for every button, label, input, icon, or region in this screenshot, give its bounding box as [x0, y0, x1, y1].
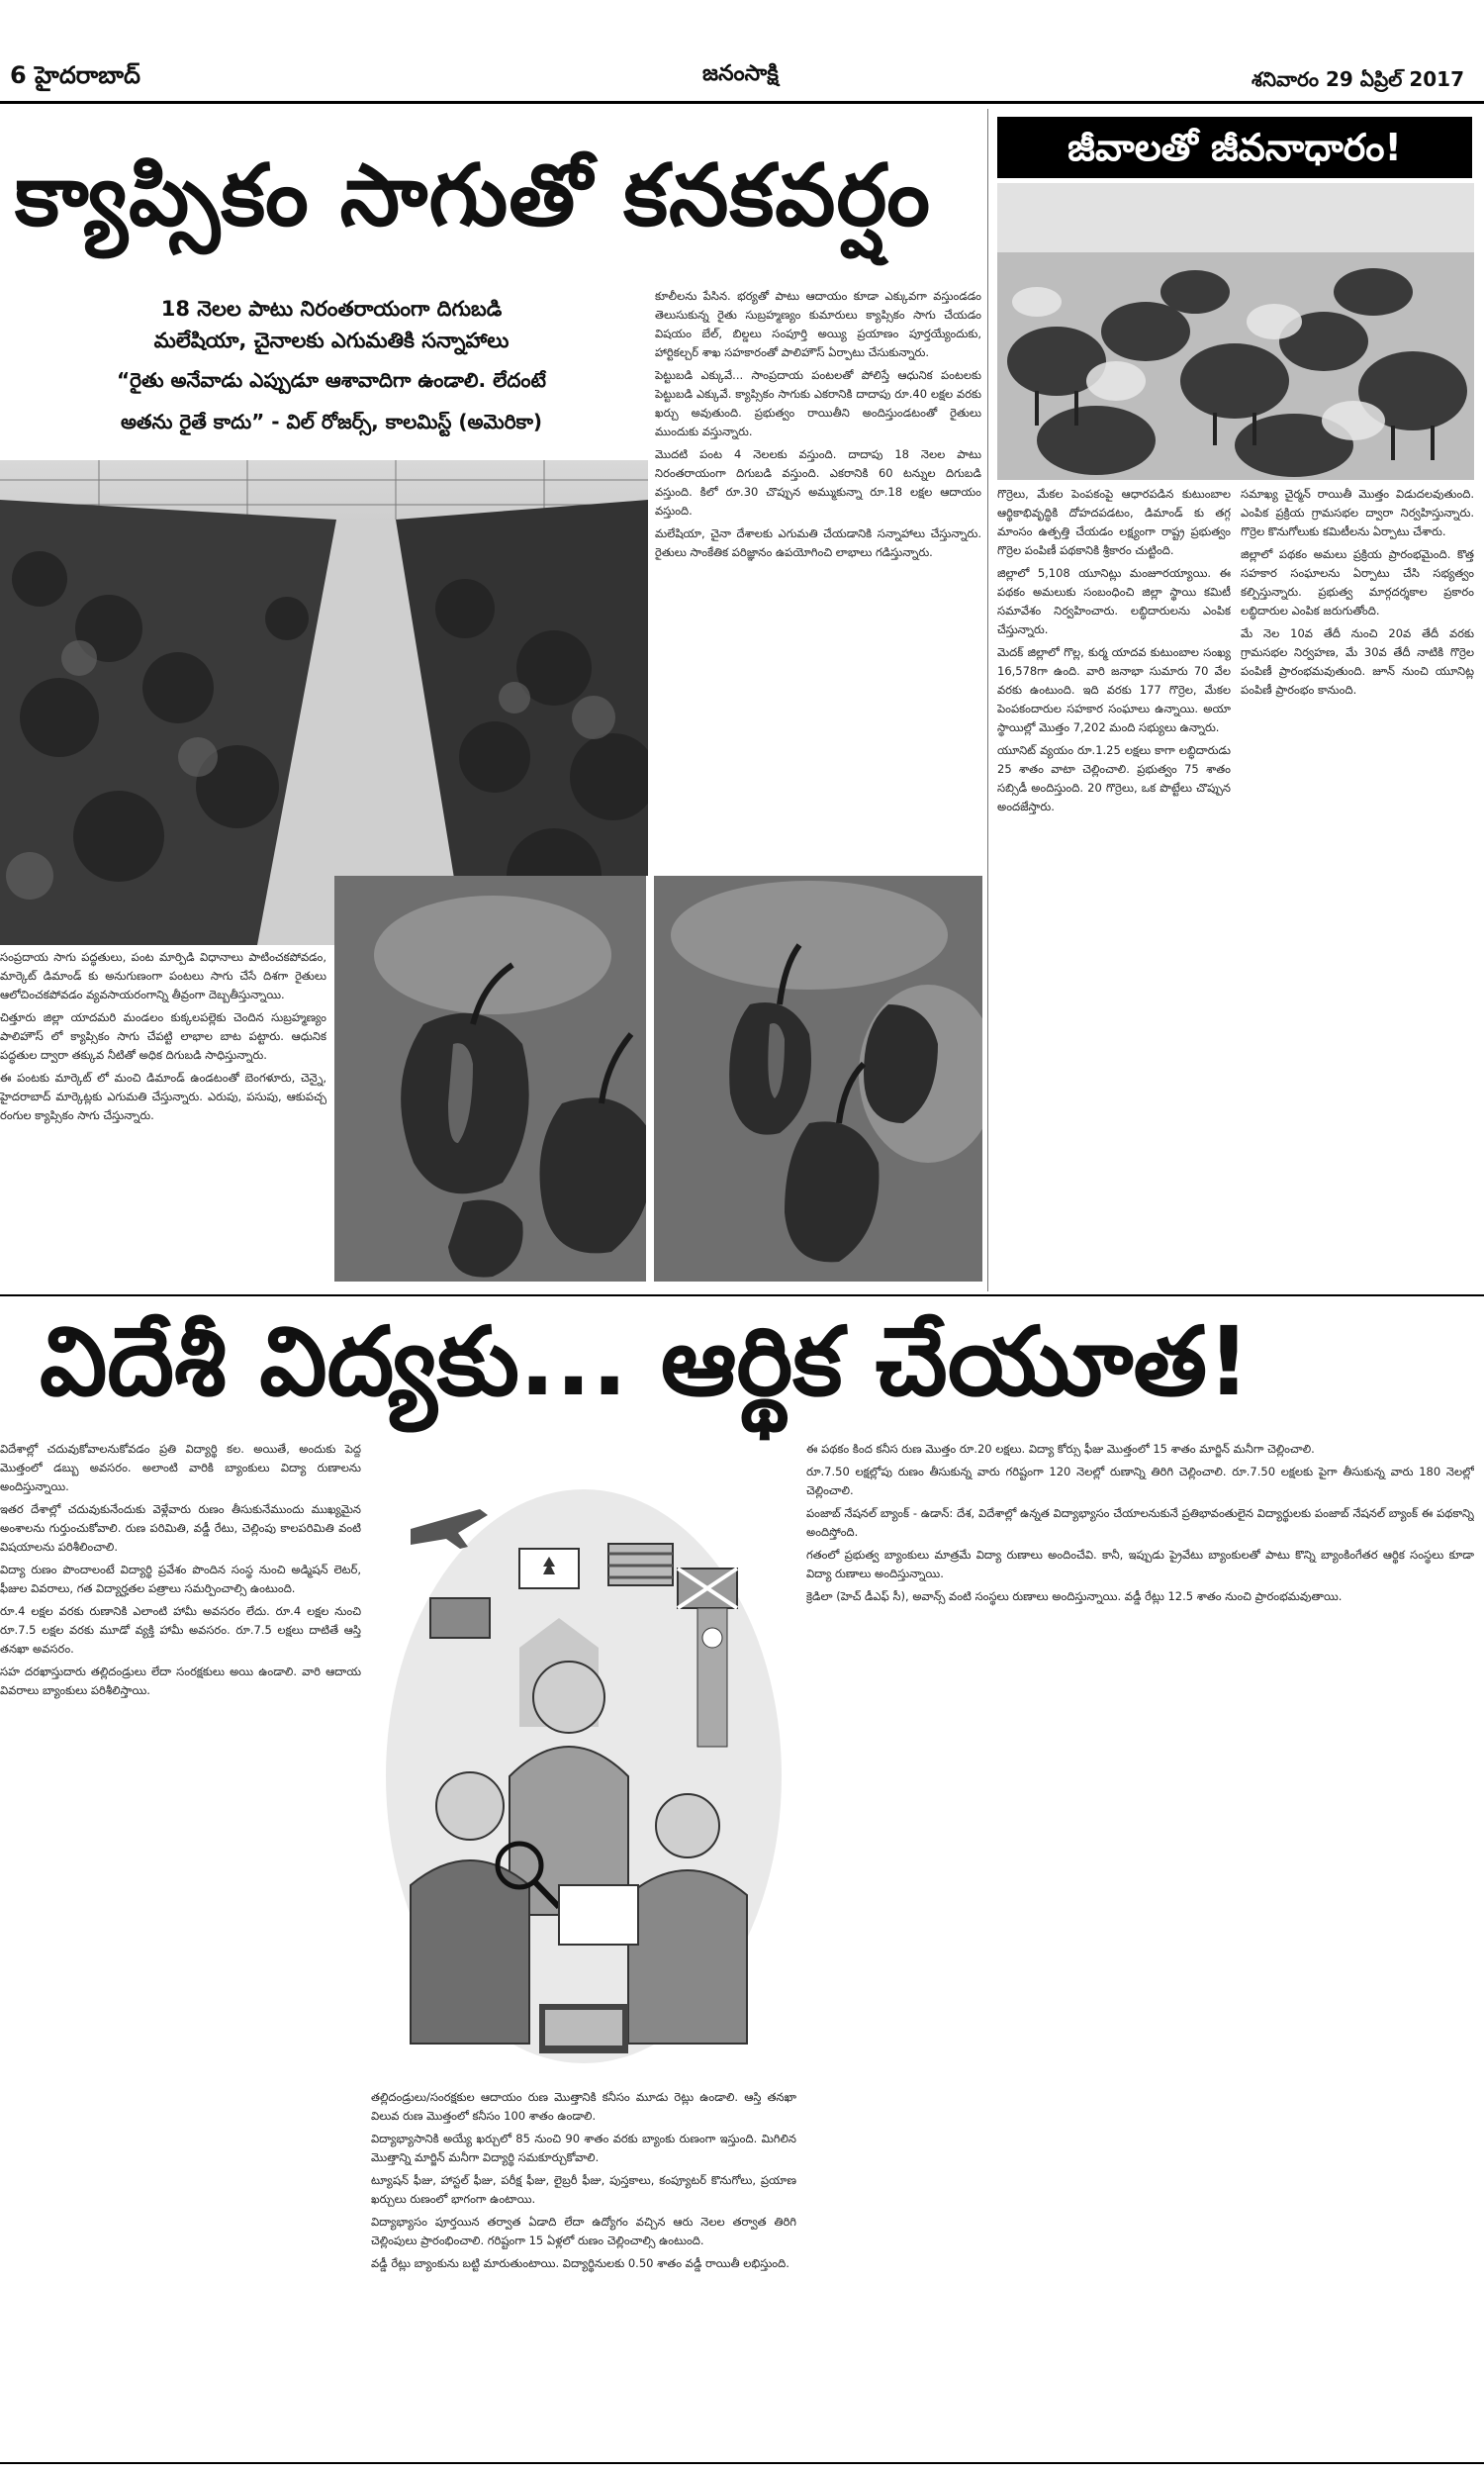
livestock-photo [997, 183, 1474, 480]
story1-headline: క్యాప్సికం సాగుతో కనకవర్షం [15, 146, 932, 245]
story1-column-right: కూలీలను పేసిన. భర్యతో పాటు ఆదాయం కూడా ఎక్కువగా వస్తుండడం తెలుసుకున్న రైతు సుబ్రహ్మణ్యం కుమారులు క్యాప్సికం సాగు చేయడం విషయం బేల్, బిల్డలు సంపూర్తి అయ్యి ప్రయాణం పూర్తయ్యేందుకు, హార్టికల్చర్ శాఖ సహకారంతో పాలిహౌస్ ఏర్పాటు చేసుకున్నారు. పెట్టుబడి ఎక్కువే... సాంప్రదాయ పంటలతో పోలిస్తే ఆధునిక పంటలకు పెట్టుబడి ఎక్కువే. క్యాప్సికం సాగుకు ఎకరానికి దాదాపు రూ.40 లక్షల వరకు ఖర్చు అవుతుంది. ప్రభుత్వం రాయితీని అందిస్తుండటంతో రైతులు ముందుకు వస్తున్నారు. మొదటి పంట 4 నెలలకు వస్తుంది. దాదాపు 18 నెలల పాటు నిరంతరాయంగా దిగుబడి వస్తుంది. ఎకరానికి 60 టన్నుల దిగుబడి వస్తుంది. కిలో రూ.30 చొప్పున అమ్ముకున్నా రూ.18 లక్షల ఆదాయం వస్తుంది. మలేషియా, చైనా దేశాలకు ఎగుమతి చేయడానికి సన్నాహాలు చేస్తున్నారు. రైతులు సాంకేతిక పరిజ్ఞానం ఉపయోగించి లాభాలు గడిస్తున్నారు. [655, 289, 981, 559]
story3-headline: విదేశీ విద్యకు... ఆర్థిక చేయూత! [40, 1306, 1251, 1417]
story3-column-2: తల్లిదండ్రులు/సంరక్షకుల ఆదాయం రుణ మొత్తానికి కనీసం మూడు రెట్లు ఉండాలి. ఆస్తి తనఖా విలువ రుణ మొత్తంలో కనీసం 100 శాతం ఉండాలి. విద్యాభ్యాసానికి అయ్యే ఖర్చులో 85 నుంచి 90 శాతం వరకు బ్యాంకు రుణంగా ఇస్తుంది. మిగిలిన మొత్తాన్ని మార్జిన్ మనీగా విద్యార్థి సమకూర్చుకోవాలి. ట్యూషన్ ఫీజు, హాస్టల్ ఫీజు, పరీక్ష ఫీజు, లైబ్రరీ ఫీజు, పుస్తకాలు, కంప్యూటర్ కొనుగోలు, ప్రయాణ ఖర్చులు రుణంలో భాగంగా ఉంటాయి. విద్యాభ్యాసం పూర్తయిన తర్వాత ఏడాది లేదా ఉద్యోగం వచ్చిన ఆరు నెలల తర్వాత తిరిగి చెల్లింపులు ప్రారంభించాలి. గరిష్టంగా 15 ఏళ్లలో రుణం చెల్లించాల్సి ఉంటుంది. వడ్డీ రేట్లు బ్యాంకును బట్టి మారుతుంటాయి. విద్యార్థినులకు 0.50 శాతం వడ్డీ రాయితీ లభిస్తుంది. [371, 2090, 796, 2270]
capsicum-photo [334, 876, 982, 1282]
story1-subhead-2: మలేషియా, చైనాలకు ఎగుమతికి సన్నాహాలు [153, 329, 510, 352]
footer-rule [0, 2462, 1484, 2464]
section-rule [0, 1294, 1484, 1296]
story1-subhead-1: 18 నెలల పాటు నిరంతరాయంగా దిగుబడి [160, 297, 503, 321]
story3-column-1: విదేశాల్లో చదువుకోవాలనుకోవడం ప్రతి విద్యార్థి కల. అయితే, అందుకు పెద్ద మొత్తంలో డబ్బు అవసరం. అలాంటి వారికి బ్యాంకులు విద్యా రుణాలను అందిస్తున్నాయి. ఇతర దేశాల్లో చదువుకునేందుకు వెళ్లేవారు రుణం తీసుకునేముందు ముఖ్యమైన అంశాలను గుర్తుంచుకోవాలి. రుణ పరిమితి, వడ్డీ రేటు, చెల్లింపు కాలపరిమితి వంటి విషయాలను పరిశీలించాలి. విద్యా రుణం పొందాలంటే విద్యార్థి ప్రవేశం పొందిన సంస్థ నుంచి అడ్మిషన్ లెటర్, ఫీజుల వివరాలు, గత విద్యార్హతల పత్రాలు సమర్పించాల్సి ఉంటుంది. రూ.4 లక్షల వరకు రుణానికి ఎలాంటి హామీ అవసరం లేదు. రూ.4 లక్షల నుంచి రూ.7.5 లక్షల వరకు మూడో వ్యక్తి హామీ అవసరం. రూ.7.5 లక్షలు దాటితే ఆస్తి తనఖా అవసరం. సహ దరఖాస్తుదారు తల్లిదండ్రులు లేదా సంరక్షకులు అయి ఉండాలి. వారి ఆదాయ వివరాలు బ్యాంకులు పరిశీలిస్తాయి. [0, 1442, 361, 1697]
masthead-logo: జనంసాక్షి [702, 61, 779, 86]
story3-column-3: ఈ పథకం కింద కనీస రుణ మొత్తం రూ.20 లక్షలు. విద్యా కోర్సు ఫీజు మొత్తంలో 15 శాతం మార్జిన్ మనీగా చెల్లించాలి. రూ.7.50 లక్షల్లోపు రుణం తీసుకున్న వారు గరిష్టంగా 120 నెలల్లో రుణాన్ని తిరిగి చెల్లించాలి. రూ.7.50 లక్షలకు పైగా తీసుకున్న వారు 180 నెలల్లో చెల్లించాలి. పంజాబ్ నేషనల్ బ్యాంక్ - ఉడాన్: దేశ, విదేశాల్లో ఉన్నత విద్యాభ్యాసం చేయాలనుకునే ప్రతిభావంతులైన విద్యార్థులకు పంజాబ్ నేషనల్ బ్యాంక్ ఈ పథకాన్ని అందిస్తోంది. గతంలో ప్రభుత్వ బ్యాంకులు మాత్రమే విద్యా రుణాలు అందించేవి. కానీ, ఇప్పుడు ప్రైవేటు బ్యాంకులతో పాటు కొన్ని బ్యాంకింగేతర ఆర్థిక సంస్థలు కూడా విద్యా రుణాలు అందిస్తున్నాయి. క్రెడిలా (హెచ్ డీఎఫ్ సీ), అవాన్స్ వంటి సంస్థలు రుణాలు అందిస్తున్నాయి. వడ్డీ రేట్లు 12.5 శాతం నుంచి ప్రారంభమవుతాయి. [806, 1442, 1474, 1603]
story1-column-left: సంప్రదాయ సాగు పద్ధతులు, పంట మార్పిడి విధానాలు పాటించకపోవడం, మార్కెట్ డిమాండ్ కు అనుగుణంగా పంటలు సాగు చేసే దిశగా రైతులు ఆలోచించకపోవడం వ్యవసాయరంగాన్ని తీవ్రంగా దెబ్బతీస్తున్నాయి. చిత్తూరు జిల్లా యాదమరి మండలం కుక్కలపల్లెకు చెందిన సుబ్రహ్మణ్యం పాలిహౌస్ లో క్యాప్సికం సాగు చేపట్టి లాభాల బాట పట్టారు. ఆధునిక పద్ధతుల ద్వారా తక్కువ నీటితో అధిక దిగుబడి సాధిస్తున్నారు. ఈ పంటకు మార్కెట్ లో మంచి డిమాండ్ ఉండటంతో బెంగళూరు, చెన్నై, హైదరాబాద్ మార్కెట్లకు ఎగుమతి చేస్తున్నారు. ఎరుపు, పసుపు, ఆకుపచ్చ రంగుల క్యాప్సికం సాగు చేస్తున్నారు. [0, 950, 326, 1122]
column-divider [987, 109, 988, 1291]
story2-headline: జీవాలతో జీవనాధారం! [997, 117, 1472, 178]
header-rule [0, 101, 1484, 104]
story1-subhead-4: అతను రైతే కాదు” - విల్ రోజర్స్, కాలమిస్ట్ (అమెరికా) [120, 410, 543, 433]
story1-subhead-3: “రైతు అనేవాడు ఎప్పుడూ ఆశావాదిగా ఉండాలి. లేదంటే [117, 368, 546, 392]
greenhouse-photo [0, 460, 648, 945]
story2-column-a: గొర్రెలు, మేకల పెంపకంపై ఆధారపడిన కుటుంబాల ఆర్థికాభివృద్ధికి దోహదపడటం, డిమాండ్ కు తగ్గ మాంసం ఉత్పత్తి చేయడం లక్ష్యంగా రాష్ట్ర ప్రభుత్వం గొర్రెల పంపిణీ పథకానికి శ్రీకారం చుట్టింది. జిల్లాలో 5,108 యూనిట్లు మంజూరయ్యాయి. ఈ పథకం అమలుకు సంబంధించి జిల్లా స్థాయి కమిటీ సమావేశం నిర్వహించారు. లబ్ధిదారులను ఎంపిక చేస్తున్నారు. మెదక్ జిల్లాలో గొల్ల, కుర్మ యాదవ కుటుంబాల సంఖ్య 16,578గా ఉంది. వారి జనాభా సుమారు 70 వేల వరకు ఉంటుంది. ఇది వరకు 177 గొర్రెల, మేకల పెంపకందారుల సహకార సంఘాలు ఉన్నాయి. అయా స్థాయిల్లో మొత్తం 7,202 మంది సభ్యులు ఉన్నారు. యూనిట్ వ్యయం రూ.1.25 లక్షలు కాగా లబ్ధిదారుడు 25 శాతం వాటా చెల్లించాలి. ప్రభుత్వం 75 శాతం సబ్సిడీ అందిస్తుంది. 20 గొర్రెలు, ఒక పొట్టేలు చొప్పున అందజేస్తారు. [997, 487, 1231, 813]
page-number-city: 6 హైదరాబాద్ [10, 61, 140, 89]
issue-date: శనివారం 29 ఏప్రిల్ 2017 [1251, 67, 1464, 91]
story2-column-b: సమాఖ్య చైర్మన్ రాయితీ మొత్తం విడుదలవుతుంది. ఎంపిక ప్రక్రియ గ్రామసభల ద్వారా నిర్వహిస్తున్నారు. గొర్రెల కొనుగోలుకు కమిటీలను ఏర్పాటు చేశారు. జిల్లాలో పథకం అమలు ప్రక్రియ ప్రారంభమైంది. కొత్త సహకార సంఘాలను ఏర్పాటు చేసి సభ్యత్వం కల్పిస్తున్నారు. ప్రభుత్వ మార్గదర్శకాల ప్రకారం లబ్ధిదారుల ఎంపిక జరుగుతోంది. మే నెల 10వ తేదీ నుంచి 20వ తేదీ వరకు గ్రామసభల నిర్వహణ, మే 30వ తేదీ నాటికి గొర్రెల పంపిణీ ప్రారంభమవుతుంది. జూన్ నుంచి యూనిట్ల పంపిణీ ప్రారంభం కానుంది. [1241, 487, 1474, 697]
study-abroad-illustration [371, 1450, 796, 2083]
